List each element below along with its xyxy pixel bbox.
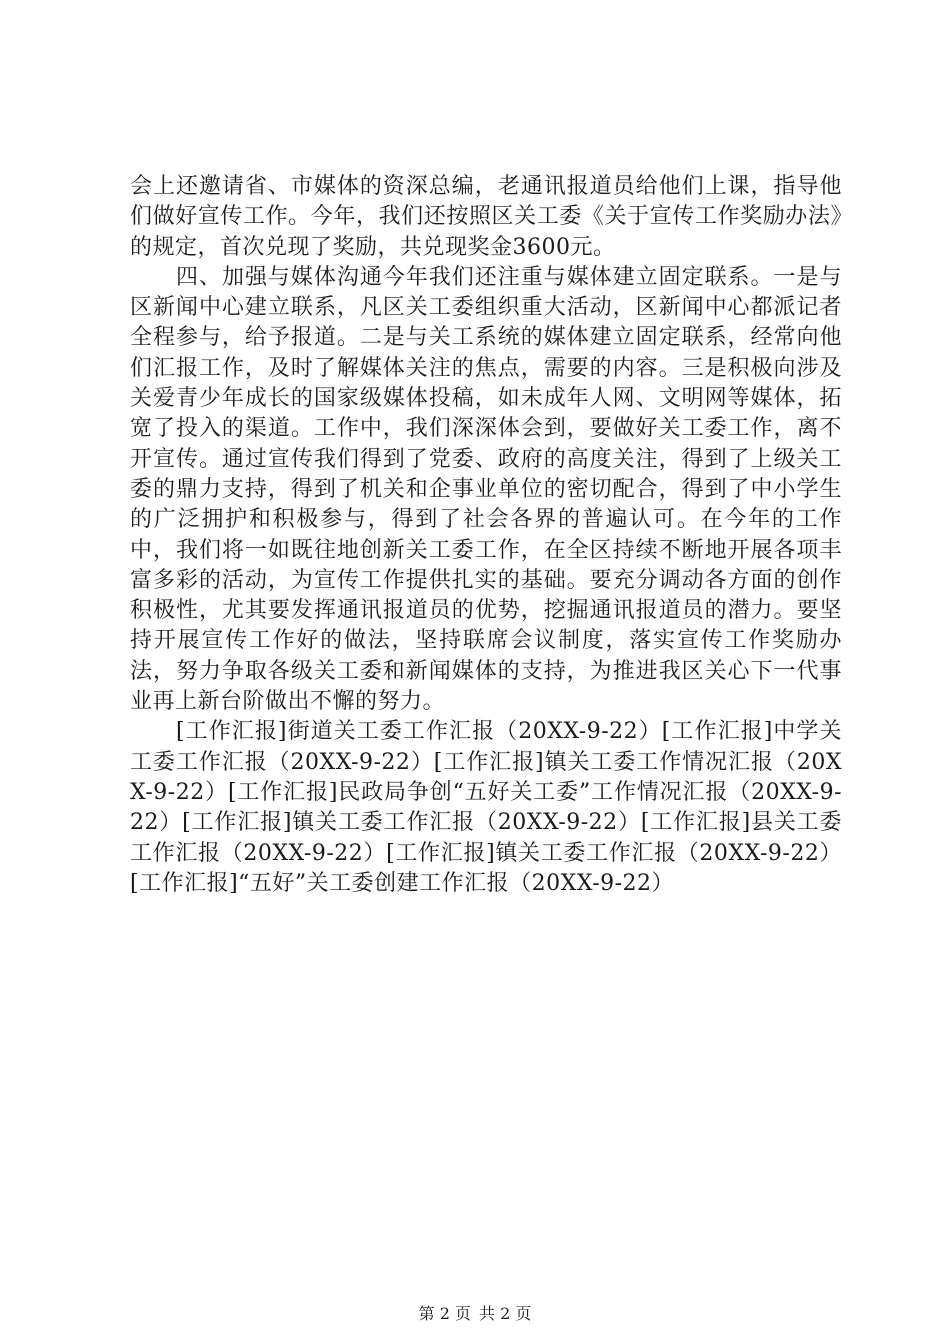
page-number-total: 共 2 页 [479, 1304, 532, 1323]
document-body [130, 172, 842, 899]
page-number-current: 第 2 页 [418, 1304, 471, 1323]
page-footer [0, 1304, 950, 1324]
paragraph-2: 四、加强与媒体沟通今年我们还注重与媒体建立固定联系。一是与区新闻中心建立联系，凡区关工委组织重大活动，区新闻中心都派记者全程参与，给予报道。二是与关工系统的媒体建立固定联系，经常向他们汇报工作，及时了解媒体关注的焦点，需要的内容。三是积极向涉及关爱青少年成长的国家级媒体投稿，如未成年人网、文明网等媒体，拓宽了投入的渠道。工作中，我们深深体会到，要做好关工委工作，离不开宣传。通过宣传我们得到了党委、政府的高度关注，得到了上级关工委的鼎力支持，得到了机关和企事业单位的密切配合，得到了中小学生的广泛拥护和积极参与，得到了社会各界的普遍认可。在今年的工作中，我们将一如既往地创新关工委工作，在全区持续不断地开展各项丰富多彩的活动，为宣传工作提供扎实的基础。要充分调动各方面的创作积极性，尤其要发挥通讯报道员的优势，挖掘通讯报道员的潜力。要坚持开展宣传工作好的做法，坚持联席会议制度，落实宣传工作奖励办法，努力争取各级关工委和新闻媒体的支持，为推进我区关心下一代事业再上新台阶做出不懈的努力。 [130, 264, 842, 715]
paragraph-3: [工作汇报]街道关工委工作汇报（20XX-9-22）[工作汇报]中学关工委工作汇报（20XX-9-22）[工作汇报]镇关工委工作情况汇报（20XX-9-22）[工作汇报]民政局争创“五好关工委”工作情况汇报（20XX-9-22）[工作汇报]镇关工委工作汇报（20XX-9-22）[工作汇报]县关工委工作汇报（20XX-9-22）[工作汇报]镇关工委工作汇报（20XX-9-22）[工作汇报]“五好”关工委创建工作汇报（20XX-9-22） [130, 719, 842, 896]
paragraph-1: 会上还邀请省、市媒体的资深总编，老通讯报道员给他们上课，指导他们做好宣传工作。今年，我们还按照区关工委《关于宣传工作奖励办法》的规定，首次兑现了奖励，共兑现奖金3600元。 [130, 174, 842, 260]
